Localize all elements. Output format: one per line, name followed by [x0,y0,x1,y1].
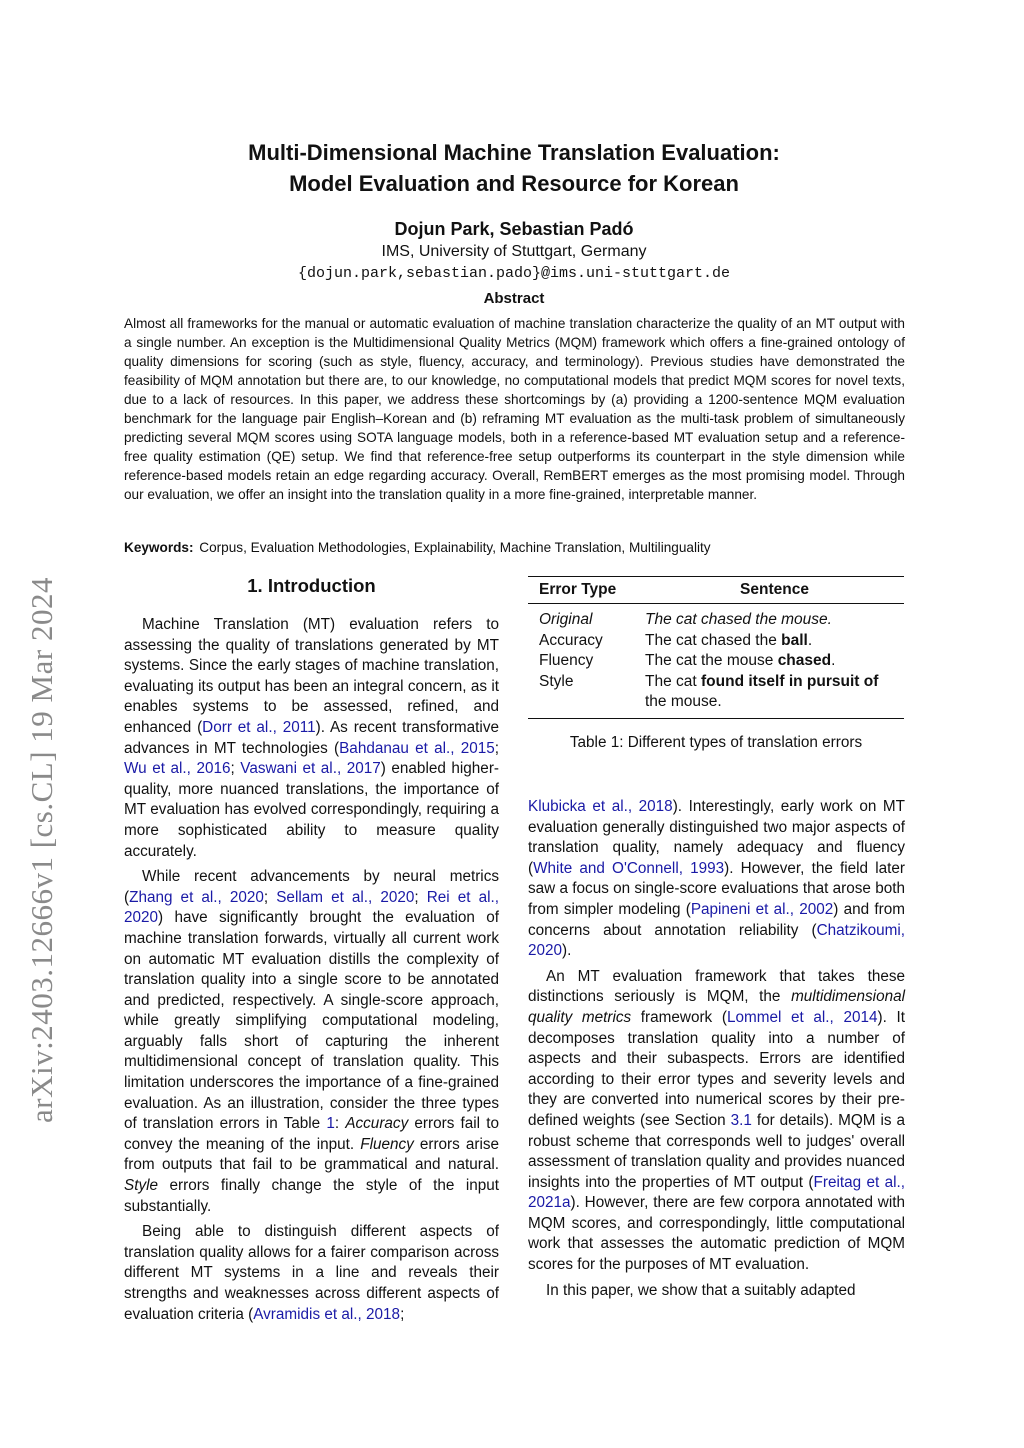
paragraph: In this paper, we show that a suitably adapted [546,1281,856,1299]
bold-text: ball [781,631,808,649]
keywords-text: Corpus, Evaluation Methodologies, Explainability, Machine Translation, Multilinguality [199,540,711,555]
sentence-cell: The cat chased the ball. [645,631,813,649]
italic-text: Accuracy [345,1115,409,1133]
abstract-text: Almost all frameworks for the manual or automatic evaluation of machine translation characterize the quality of an MT output with a single number. An exception is the Multidimensional Quality Metrics (MQM) framework which offers a fine-grained ontology of quality dimensions for scoring (such as style, fluency, accuracy, and terminology). Previous studies have demonstrated the feasibility of MQM annotation but there are, to our knowledge, no computational models that predict MQM scores for novel texts, due to a lack of resources. In this paper, we address these shortcomings by (a) providing a 1200-sentence MQM evaluation benchmark for the language pair English–Korean and (b) reframing MT evaluation as the multi-task problem of simultaneously predicting several MQM scores using SOTA language models, both in a reference-based MT evaluation setup and a reference-free quality estimation (QE) setup. We find that reference-free setup outperforms its counterpart in the style dimension while reference-based models retain an edge regarding accuracy. Overall, RemBERT emerges as the most promising model. Through our evaluation, we offer an insight into the translation quality in a more fine-grained, interpretable manner. [124,316,905,502]
affiliation: IMS, University of Stuttgart, Germany [381,243,647,260]
citation-link[interactable]: White and O'Connell, 1993 [533,859,725,877]
citation-link[interactable]: Dorr et al., 2011 [202,718,316,736]
error-type-cell: Style [528,672,634,719]
right-column [528,797,905,1306]
paragraph: Machine Translation (MT) evaluation refers to assessing the quality of translations generated by MT systems. Since the early stages of machine translation, evaluating its output has been an integral concern, as it enables systems to be assessed, refined, and enhanced (Dorr et al., 2011). As recent transformative advances in MT technologies (Bahdanau et al., 2015; Wu et al., 2016; Vaswani et al., 2017) enabled higher-quality, more nuanced translations, the importance of MT evaluation has evolved correspondingly, requiring a more sophisticated ability to measure quality accurately. [124,616,500,860]
section-heading: 1. Introduction [247,575,376,596]
citation-link[interactable]: Rei et al., 2020 [124,888,499,927]
table-row [528,672,904,719]
citation-link[interactable]: Sellam et al., 2020 [276,888,415,906]
arxiv-stamp-text: arXiv:2403.12666v1 [cs.CL] 19 Mar 2024 [24,577,59,1123]
paper-title [124,137,904,199]
paragraph: An MT evaluation framework that takes these distinctions seriously is MQM, the multidimensional quality metrics framework (Lommel et al., 2014). It decomposes translation quality into a number of aspects and their subaspects. Errors are identified according to their error types and severity levels and they are converted into numerical scores by their pre-defined weights (see Section 3.1 for details). MQM is a robust scheme that corresponds well to judges' overall assessment of translation quality and provides nuanced insights into the properties of MT output (Freitag et al., 2021a). However, there are few corpora annotated with MQM scores, and correspondingly, little computational work that assesses the automatic prediction of MQM scores for the purposes of MT evaluation. [528,967,905,1274]
citation-link[interactable]: Vaswani et al., 2017 [240,760,381,778]
error-type-cell: Original [539,611,593,628]
citation-link[interactable]: Papineni et al., 2002 [690,900,834,918]
citation-link[interactable]: Klubicka et al., 2018 [528,798,673,815]
bold-text: chased [777,652,832,670]
sentence-cell [634,604,904,631]
table-header: Sentence [634,577,904,604]
paragraph: While recent advancements by neural metrics (Zhang et al., 2020; Sellam et al., 2020; Rei et al., 2020) have significantly brought the evaluation of machine translation forwards, virtually all current work on automatic MT evaluation distills the complexity of translation quality into a single score to be annotated and predicted, respectively. A single-score approach, while greatly simplifying computational modeling, arguably falls short of capturing the inherent multidimensional concept of translation quality. This limitation underscores the importance of a fine-grained evaluation. As an illustration, consider the three types of translation errors in Table 1: Accuracy errors fail to convey the meaning of the input. Fluency errors arise from outputs that fail to be grammatical and natural. Style errors finally change the style of the input substantially. [124,868,500,1215]
italic-text: The cat chased the mouse. [645,611,832,628]
keywords-label: Keywords: [124,540,194,555]
paragraph: Klubicka et al., 2018). Interestingly, early work on MT evaluation generally distinguished two major aspects of translation quality, namely adequacy and fluency (White and O'Connell, 1993). However, the field later saw a focus on single-score evaluations that arose both from simpler modeling (Papineni et al., 2002) and from concerns about annotation reliability (Chatzikoumi, 2020). [528,798,906,960]
table-header: Error Type [528,577,634,604]
sentence-cell: The cat found itself in pursuit of the mouse. [634,672,904,719]
paragraph: Being able to distinguish different aspects of translation quality allows for a fairer comparison across different MT systems in a line and reveals their strengths and weaknesses across different aspects of evaluation criteria (Avramidis et al., 2018; [124,1223,499,1323]
citation-link[interactable]: Bahdanau et al., 2015 [339,739,495,757]
citation-link[interactable]: Chatzikoumi, 2020 [528,921,905,960]
table-header-row [528,577,904,604]
table-row [528,631,904,652]
left-column [124,615,499,1330]
citation-link[interactable]: Avramidis et al., 2018 [253,1305,401,1323]
title-line-1: Multi-Dimensional Machine Translation Evaluation: [248,140,780,165]
table-caption: Table 1: Different types of translation errors [569,734,863,751]
table-row [528,651,904,672]
authors: Dojun Park, Sebastian Padó [394,219,634,239]
bold-text: found itself in pursuit of [701,672,879,690]
italic-text: Fluency [360,1135,414,1153]
error-type-cell: Accuracy [539,631,603,649]
citation-link[interactable]: Freitag et al., 2021a [528,1173,905,1212]
sentence-cell: The cat the mouse chased. [645,652,836,670]
italic-text: Style [124,1177,159,1195]
arxiv-stamp [0,0,80,1448]
citation-link[interactable]: Zhang et al., 2020 [129,888,264,906]
title-line-2: Model Evaluation and Resource for Korean [289,171,739,196]
italic-text: multidimensional quality metrics [528,988,905,1026]
error-type-cell: Fluency [539,652,594,670]
abstract-heading: Abstract [483,290,545,307]
error-types-table [528,576,904,719]
citation-link[interactable]: 3.1 [730,1111,752,1129]
table-row [528,604,904,631]
email: {dojun.park,sebastian.pado}@ims.uni-stuttgart.de [297,265,731,282]
citation-link[interactable]: Lommel et al., 2014 [726,1008,878,1026]
citation-link[interactable]: Wu et al., 2016 [124,760,231,778]
citation-link[interactable]: 1 [326,1115,335,1133]
keywords [124,540,905,555]
